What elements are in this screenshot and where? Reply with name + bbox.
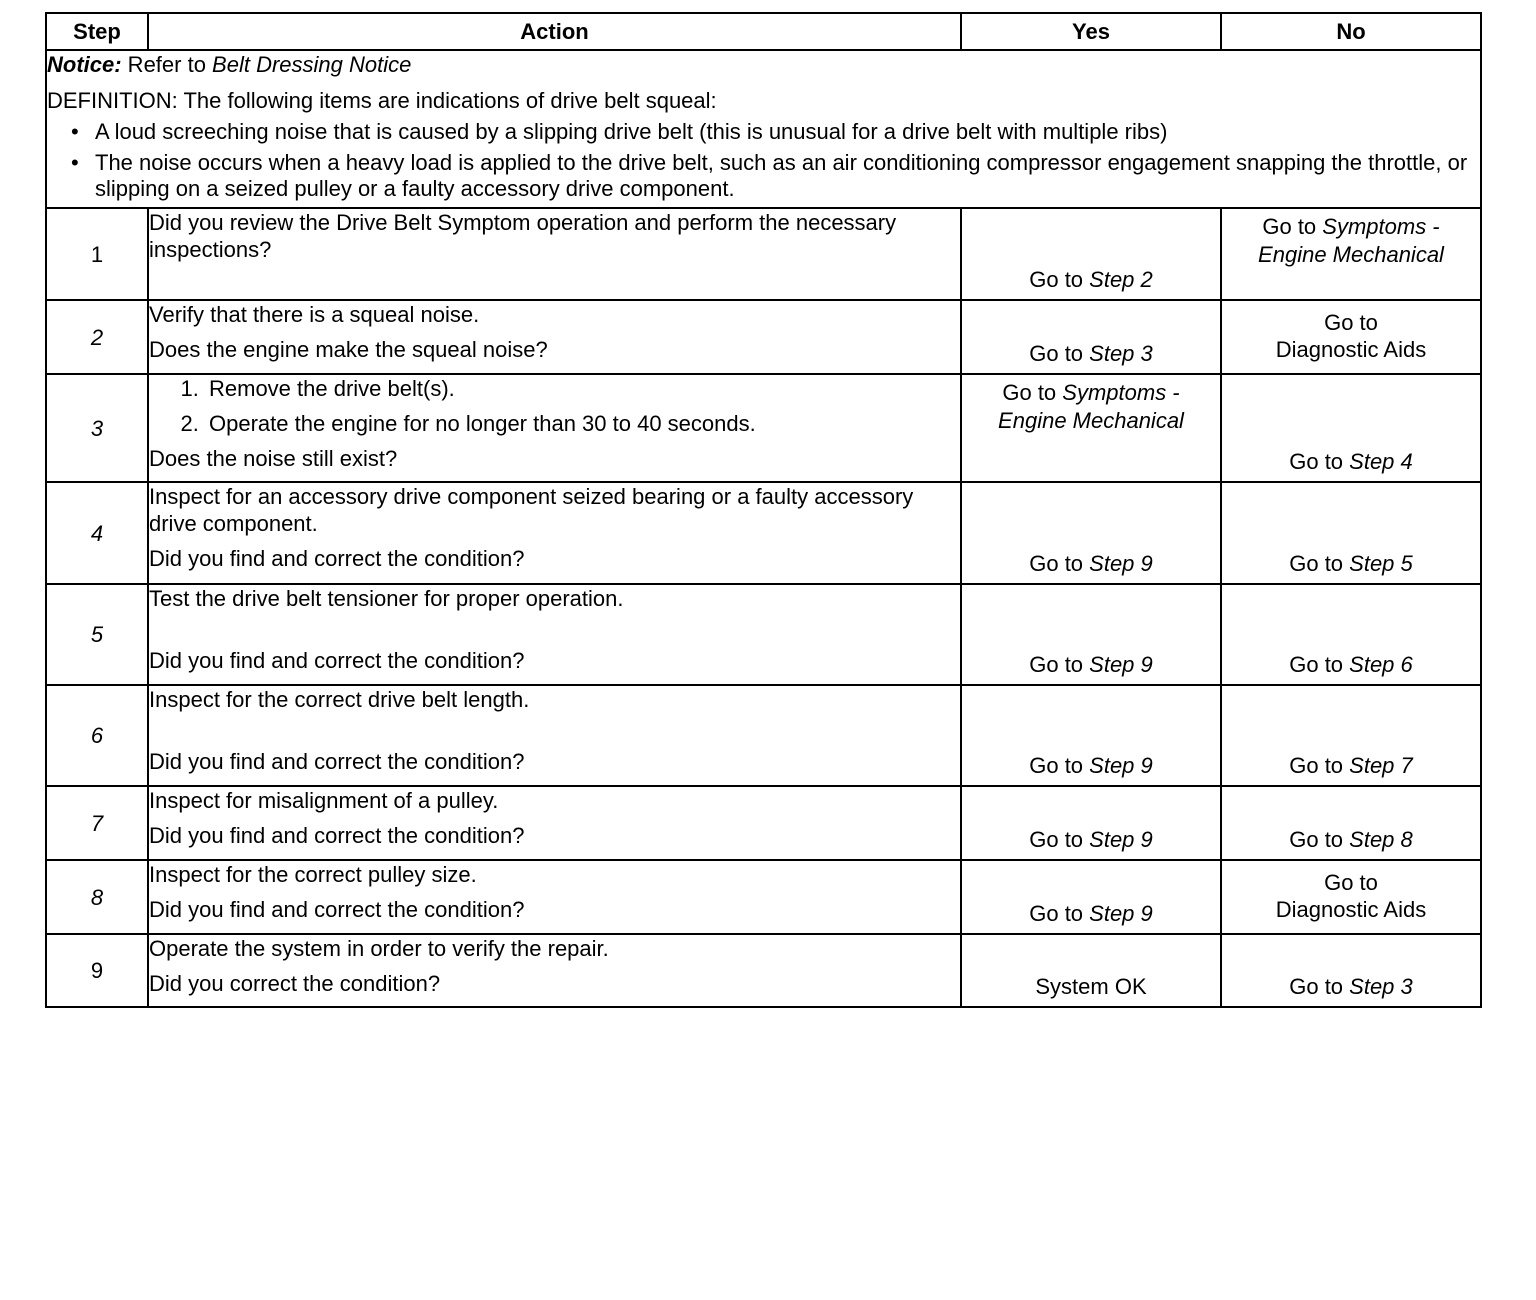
no-result [1222,448,1480,475]
result-link[interactable]: Symptoms - Engine Mechanical [998,380,1184,433]
no-result-cell [1221,934,1481,1007]
result-prefix: Go to [1029,652,1090,677]
header-yes: Yes [961,13,1221,50]
yes-result-cell [961,482,1221,584]
action-cell [148,584,961,685]
yes-result [962,379,1220,435]
yes-result [962,340,1220,367]
yes-result [962,826,1220,853]
result-prefix: Go to [1029,753,1090,778]
definition-bullets [47,119,1480,202]
result-link[interactable]: Step 2 [1089,267,1153,292]
action-text: Inspect for misalignment of a pulley. [149,788,499,813]
procedure-list [149,375,960,437]
no-result-cell [1221,208,1481,300]
no-result [1222,309,1480,363]
result-link[interactable]: Step 3 [1349,974,1413,999]
no-result-cell [1221,786,1481,860]
result-prefix: Go to [1324,310,1378,335]
action-cell [148,374,961,482]
result-prefix: Go to [1262,214,1323,239]
step-number: 5 [46,584,148,685]
procedure-step: 2. Operate the engine for no longer than 30 to 40 seconds. [205,410,960,437]
result-link[interactable]: Step 4 [1349,449,1413,474]
no-result [1222,752,1480,779]
yes-result [962,900,1220,927]
result-link[interactable]: Step 9 [1089,827,1153,852]
result-prefix: Go to [1289,652,1350,677]
action-text: Inspect for the correct pulley size. [149,862,477,887]
notice-cell [46,50,1481,208]
yes-result [962,550,1220,577]
action-question: Did you find and correct the condition? [149,749,525,774]
action-cell [148,208,961,300]
result-prefix: Go to [1029,901,1090,926]
action-question: Does the noise still exist? [149,446,398,471]
yes-result-cell [961,786,1221,860]
result-prefix: Go to [1029,827,1090,852]
procedure-step: 1. Remove the drive belt(s). [205,375,960,402]
result-prefix: Go to [1289,827,1350,852]
no-result-cell [1221,685,1481,786]
notice-reference: Belt Dressing Notice [212,52,412,77]
action-cell [148,860,961,934]
action-text: Test the drive belt tensioner for proper operation. [149,586,624,611]
result-link[interactable]: Step 5 [1349,551,1413,576]
step-row [46,934,1481,1007]
no-result [1222,651,1480,678]
yes-result [962,752,1220,779]
bullet-item: • A loud screeching noise that is caused by a slipping drive belt (this is unusual for a drive belt with multiple ribs) [95,119,1480,145]
yes-result-cell [961,300,1221,374]
yes-result-cell [961,584,1221,685]
action-question: Did you find and correct the condition? [149,823,525,848]
definition-text: DEFINITION: The following items are indications of drive belt squeal: [47,88,717,113]
no-result-cell [1221,300,1481,374]
result-link[interactable]: Step 9 [1089,753,1153,778]
result-prefix: Go to [1029,551,1090,576]
result-prefix: Go to [1289,974,1350,999]
action-text: Did you review the Drive Belt Symptom operation and perform the necessary inspections? [149,210,897,262]
result-prefix: Go to [1289,753,1350,778]
step-number: 2 [46,300,148,374]
result-prefix: Go to [1289,551,1350,576]
result-link[interactable]: Step 3 [1089,341,1153,366]
result-link[interactable]: Diagnostic Aids [1275,337,1427,362]
result-prefix: Go to [1029,341,1090,366]
step-row [46,300,1481,374]
action-question: Did you find and correct the condition? [149,897,525,922]
step-number: 8 [46,860,148,934]
step-number: 7 [46,786,148,860]
yes-result-cell [961,860,1221,934]
action-text: Inspect for an accessory drive component seized bearing or a faulty accessory drive component. [149,484,914,536]
result-text: System OK [1035,974,1147,999]
step-row [46,208,1481,300]
action-cell [148,786,961,860]
action-question: Does the engine make the squeal noise? [149,337,548,362]
result-link[interactable]: Step 7 [1349,753,1413,778]
action-cell [148,482,961,584]
result-link[interactable]: Diagnostic Aids [1275,897,1427,922]
step-row [46,584,1481,685]
action-text: Inspect for the correct drive belt length. [149,687,530,712]
result-prefix: Go to [1002,380,1063,405]
result-link[interactable]: Step 9 [1089,901,1153,926]
header-action: Action [148,13,961,50]
step-rows [46,208,1481,1007]
action-question: Did you find and correct the condition? [149,648,525,673]
notice-line [47,51,1480,78]
step-number: 4 [46,482,148,584]
action-question: Did you find and correct the condition? [149,546,525,571]
action-text: Verify that there is a squeal noise. [149,302,480,327]
action-text: Operate the system in order to verify the repair. [149,936,609,961]
no-result-cell [1221,860,1481,934]
diagnostic-table [45,12,1482,1008]
step-number: 1 [46,208,148,300]
result-prefix: Go to [1324,870,1378,895]
no-result [1222,213,1480,269]
no-result-cell [1221,482,1481,584]
step-number: 6 [46,685,148,786]
no-result [1222,826,1480,853]
yes-result [962,651,1220,678]
result-link[interactable]: Step 8 [1349,827,1413,852]
result-prefix: Go to [1289,449,1350,474]
step-row [46,786,1481,860]
header-no: No [1221,13,1481,50]
action-cell [148,300,961,374]
notice-row [46,50,1481,208]
result-link[interactable]: Step 9 [1089,551,1153,576]
notice-label: Notice: [47,52,122,77]
step-number: 9 [46,934,148,1007]
result-link[interactable]: Step 9 [1089,652,1153,677]
yes-result [962,266,1220,293]
step-number: 3 [46,374,148,482]
action-question: Did you correct the condition? [149,971,441,996]
result-link[interactable]: Step 6 [1349,652,1413,677]
no-result [1222,973,1480,1000]
no-result [1222,869,1480,923]
bullet-item: • The noise occurs when a heavy load is applied to the drive belt, such as an air conditioning compressor engagement snapping the throttle, or slipping on a seized pulley or a faulty accessory drive component. [95,150,1480,202]
yes-result-cell [961,208,1221,300]
yes-result-cell [961,374,1221,482]
no-result [1222,550,1480,577]
step-row [46,685,1481,786]
no-result-cell [1221,374,1481,482]
header-step: Step [46,13,148,50]
yes-result-cell [961,934,1221,1007]
result-link[interactable]: Symptoms - Engine Mechanical [1258,214,1444,267]
notice-text: Refer to [121,52,213,77]
header-row [46,13,1481,50]
action-cell [148,934,961,1007]
step-row [46,374,1481,482]
yes-result [962,973,1220,1000]
step-row [46,482,1481,584]
step-row [46,860,1481,934]
no-result-cell [1221,584,1481,685]
result-prefix: Go to [1029,267,1090,292]
yes-result-cell [961,685,1221,786]
action-cell [148,685,961,786]
